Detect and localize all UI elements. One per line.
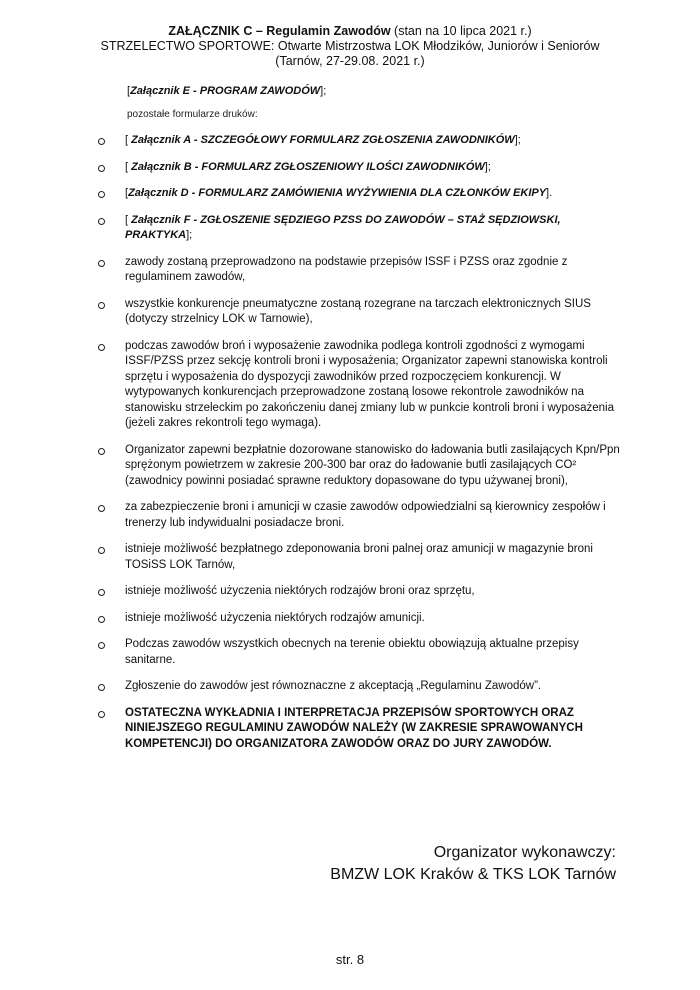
bullet-icon <box>98 165 105 172</box>
bullet-icon <box>98 642 105 649</box>
list-item-rule <box>98 584 620 600</box>
list-item-rule <box>98 542 620 573</box>
rule-text: za zabezpieczenie broni i amunicji w czasie zawodów odpowiedzialni są kierownicy zespołów i trenerzy lub indywidualni posiadacze broni. <box>125 501 606 529</box>
bullet-icon <box>98 711 105 718</box>
form-a-reference: Załącznik A - SZCZEGÓŁOWY FORMULARZ ZGŁOSZENIA ZAWODNIKÓW <box>131 134 515 146</box>
rule-text: istnieje możliwość bezpłatnego zdeponowania broni palnej oraz amunicji w magazynie broni TOSiSS LOK Tarnów, <box>125 543 593 571</box>
form-d-reference: Załącznik D - FORMULARZ ZAMÓWIENIA WYŻYWIENIA DLA CZŁONKÓW EKIPY <box>128 187 547 199</box>
bullet-icon <box>98 448 105 455</box>
bullet-icon <box>98 260 105 267</box>
bullet-icon <box>98 302 105 309</box>
list-item-rule <box>98 297 620 328</box>
header-location: (Tarnów, 27-29.08. 2021 r.) <box>275 54 425 68</box>
rule-text: Podczas zawodów wszystkich obecnych na terenie obiektu obowiązują aktualne przepisy sanitarne. <box>125 638 579 666</box>
header-event: STRZELECTWO SPORTOWE: Otwarte Mistrzostwa LOK Młodzików, Juniorów i Seniorów <box>100 39 600 53</box>
list-item-rule <box>98 679 620 695</box>
regulations-list <box>98 133 620 763</box>
bullet-icon <box>98 218 105 225</box>
rule-text: zawody zostaną przeprowadzono na podstawie przepisów ISSF i PZSS oraz zgodnie z regulaminem zawodów, <box>125 255 568 283</box>
list-item-rule <box>98 500 620 531</box>
list-item-form-a: [ Załącznik A - SZCZEGÓŁOWY FORMULARZ ZGŁOSZENIA ZAWODNIKÓW]; <box>98 133 620 149</box>
bullet-icon <box>98 589 105 596</box>
bullet-icon <box>98 505 105 512</box>
rule-text: podczas zawodów broń i wyposażenie zawodnika podlega kontroli zgodności z wymogami ISSF/PZSS przez sekcję kontroli broni i wyposażenia; Organizator zapewni stanowiska kontroli sprzętu i wyposażenia do dyspozycji zawodników przed rozpoczęciem konkurencji. W wytypowanych konkurencjach przeprowadzone zostaną losowe rekontrole zawodników na stanowisku strzeleckim po zakończeniu danej zmiany lub w punkcie kontroli broni i wyposażenia (jeżeli zakres rekontroli tego wymaga). <box>125 339 614 429</box>
bullet-icon <box>98 138 105 145</box>
rule-text: Zgłoszenie do zawodów jest równoznaczne z akceptacją „Regulaminu Zawodów”. <box>125 680 542 692</box>
bullet-icon <box>98 616 105 623</box>
form-b-reference: Załącznik B - FORMULARZ ZGŁOSZENIOWY ILOŚCI ZAWODNIKÓW <box>131 160 485 173</box>
bullet-icon <box>98 684 105 691</box>
bullet-icon <box>98 547 105 554</box>
list-item-form-d: [Załącznik D - FORMULARZ ZAMÓWIENIA WYŻYWIENIA DLA CZŁONKÓW EKIPY]. <box>98 186 620 202</box>
intro-block: [Załącznik E - PROGRAM ZAWODÓW]; pozostałe formularze druków: <box>127 85 617 120</box>
page-number: str. 8 <box>335 952 365 967</box>
list-item-rule <box>98 611 620 627</box>
list-item-form-b: [ Załącznik B - FORMULARZ ZGŁOSZENIOWY ILOŚCI ZAWODNIKÓW]; <box>98 160 620 176</box>
signature-role: Organizator wykonawczy: <box>433 844 616 861</box>
header-title-date: (stan na 10 lipca 2021 r.) <box>390 24 532 38</box>
rule-text: istnieje możliwość użyczenia niektórych rodzajów amunicji. <box>125 611 425 624</box>
document-header <box>60 24 640 69</box>
signature-block <box>330 842 616 886</box>
program-reference: Załącznik E - PROGRAM ZAWODÓW <box>130 85 321 97</box>
form-f-reference: Załącznik F - ZGŁOSZENIE SĘDZIEGO PZSS DO ZAWODÓW – STAŻ SĘDZIOWSKI, PRAKTYKA <box>125 213 561 241</box>
other-forms-label: pozostałe formularze druków: <box>127 109 258 120</box>
list-item-rule <box>98 255 620 286</box>
rule-text: Organizator zapewni bezpłatnie dozorowane stanowisko do ładowania butli zasilających Kpn/Ppn sprężonym powietrzem w zakresie 200-300 bar oraz do ładowanie butli zasilających CO² (zawodnicy powinni posiadać sprawne reduktory dopasowane do typu używanej broni), <box>125 443 620 487</box>
header-title-bold: ZAŁĄCZNIK C – Regulamin Zawodów <box>168 24 391 38</box>
list-item-rule <box>98 637 620 668</box>
header-title <box>60 24 640 39</box>
list-item-form-f: [ Załącznik F - ZGŁOSZENIE SĘDZIEGO PZSS DO ZAWODÓW – STAŻ SĘDZIOWSKI, PRAKTYKA]; <box>98 213 620 244</box>
bullet-icon <box>98 344 105 351</box>
signature-organizer: BMZW LOK Kraków & TKS LOK Tarnów <box>330 866 616 883</box>
rule-text: wszystkie konkurencje pneumatyczne zostaną rozegrane na tarczach elektronicznych SIUS (dotyczy strzelnicy LOK w Tarnowie), <box>125 297 591 325</box>
bullet-icon <box>98 191 105 198</box>
rule-text: istnieje możliwość użyczenia niektórych rodzajów broni oraz sprzętu, <box>125 585 475 597</box>
list-item-rule <box>98 339 620 432</box>
final-note-text: OSTATECZNA WYKŁADNIA I INTERPRETACJA PRZEPISÓW SPORTOWYCH ORAZ NINIEJSZEGO REGULAMINU ZAWODÓW NALEŻY (W ZAKRESIE SPRAWOWANYCH KOMPETENCJI) DO ORGANIZATORA ZAWODÓW ORAZ DO JURY ZAWODÓW. <box>125 706 583 750</box>
list-item-final-note <box>98 706 620 753</box>
list-item-rule <box>98 443 620 490</box>
